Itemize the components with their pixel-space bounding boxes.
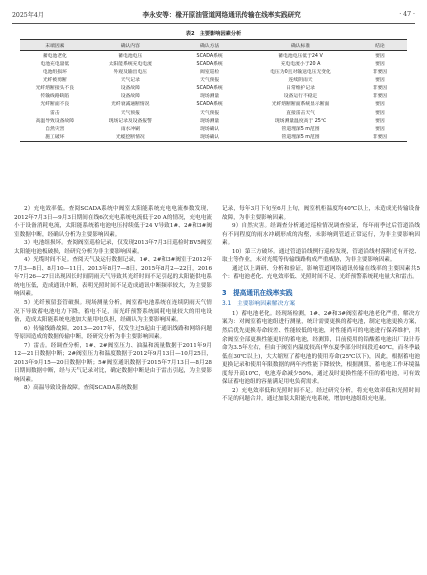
subsection-heading: 3.1 主要影响因素解决方案 [222,300,295,307]
table-cell: 现场确认 [200,126,220,132]
table-cell: 光纤熔断接头不良 [35,86,75,92]
table-cell: 现场记录及设备报警 [108,118,152,124]
table-cell: 天气记录 [120,77,140,83]
body-paragraph: 5）光纤预留套管破损。现场测量分析，阀室蓄电池系统在连续阴雨天气情况下导致蓄电池电力下降，蓄电不足，而光纤预警系统属耗电量较大的用电设备，造成太阳能系统电池加大量用电负担，经确认为主要影响因素。 [14,300,212,324]
table-cell: 要因 [375,126,385,132]
table-cell: 现场测量 [200,118,220,124]
table-cell: SCADA系统 [196,102,223,108]
header-rule [12,23,415,24]
table-cell: 雨水冲刷 [120,126,140,132]
table-cell: 雷击 [50,110,60,116]
body-paragraph: 记录，每年3月下旬至6月上旬，阀室机柜温度均40℃以上，未造成光传输设备故障，为非主要影响因素。 [222,206,420,221]
table-cell: 连续阴雨天 [288,77,313,83]
table-cell: 现场测量 [200,94,220,100]
table-cell: 电压为0且对输送电压无变化 [270,69,331,75]
table-cell: 充电电流小于20 A [280,61,321,67]
table-cell: 天气预报 [120,110,140,116]
table-cell: 直接雷击天气 [286,110,315,116]
table-cell: 非要因 [372,94,388,100]
table-cell: SCADA系统 [196,86,223,92]
body-paragraph: 2）充电效率低。查阅SCADA系统中阀室太阳能系统充电电流参数发现，2012年7月3日—9月3日期间在线6次充电系统电流低于20 A的情况，充电电流小于设备消耗电流，太阳能系统蓄电池电压持续低于24 V导致1#、2#和3#阀室数据中断，经确认分析为主要影响因素。 [14,206,212,238]
table-cell: 要因 [375,77,385,83]
section-heading: 3 提高通讯在线率实践 [222,288,293,297]
table-cell: 高温导致设备故障 [35,118,75,124]
page-header [12,8,415,20]
header-date: 2025年4月 [12,11,45,19]
body-paragraph: 10）第三方破坏。通过管道沿线例行巡检发现，管道沿线村落附近有开挖、取土等作业，未对光缆等传输线路构成严重威胁，为非主要影响因素。 [222,248,420,264]
page-number: · 47 · [399,10,415,18]
body-paragraph: 1）蓄电池老化。经现场检测，1#、2#和3#阀室蓄电池老化严重，解决方案为：对阀室蓄电池组进行测量，统计需要更换的蓄电池，制定电池更换方案，然后优先更换寿命较差、性能较低的电池，对性能尚可的电池进行保养维护，其余阀室全部更换性能更好的蓄电池，经测算，目前使用的铅酸蓄电池出厂设计寿命为3.5年左右，但由于阀室内温度较高(华东夏季部分时间段近40℃，而冬季最低在30℃以上)，大大缩短了蓄电池的使用寿命(25℃以下)，因此，根据蓄电池更换记录和使用年限数据的两年内性能下降较快，根据测算，蓄电池工作环境温度每升高10℃，电池寿命减少50%，通过及时更换性能不佳的蓄电池，可有效保证蓄电池组的容量满足用电负荷需求。 [222,310,420,386]
table-cell: 非要因 [353,132,407,141]
table-cell: 自然灾害 [45,126,65,132]
left-text-column [14,205,212,393]
table-cell: 非要因 [372,86,388,92]
body-paragraph: 8）高温导致设备故障。查阅SCADA系统数据 [24,385,138,392]
running-title: 李永安等：椽开原油管道网络通讯传输在线率实践研究 [142,11,301,19]
right-text-column [222,205,420,404]
table-row [20,75,407,83]
table-row [20,67,407,75]
table-cell: 要因 [375,61,385,67]
table-cell: 阀室巡检 [200,69,220,75]
table-row [20,124,407,132]
column-header: 结论 [353,40,407,51]
table-cell: 光缆挖断情况 [90,132,171,141]
body-paragraph: 9）自然灾害。经调查分析通过巡检情况调查验证，每年雨季过后管道沿线有不同程度的雨水冲刷形成的沟壑，未影响到管道正常运行，为非主要影响因素。 [222,223,420,247]
table-cell: 非要因 [372,69,388,75]
table-cell: 施工破坏 [20,132,90,141]
table-cell: 要因 [375,102,385,108]
table-row [20,116,407,124]
body-paragraph: 6）传输线路故障。2013—2017年，仅发生过5起由于通讯线路和网络问题等原因造成的数据传输中断，经研究分析为非主要影响因素。 [14,325,212,341]
table-cell: 现场确认 [171,132,248,141]
table-header-row [20,40,407,51]
table-row [20,84,407,92]
table-cell: 管道埋深5 m范围 [281,126,320,132]
table-row [20,108,407,116]
table-cell: SCADA系统 [196,53,223,59]
table-row [20,100,407,108]
table-row [20,132,407,141]
table-cell: 要因 [375,110,385,116]
table-row [20,51,407,60]
column-header: 末端因素 [20,40,90,51]
influence-factors-table [20,39,407,142]
table-cell: 设备故障 [120,94,140,100]
table-cell: 设备运行不稳定 [283,94,318,100]
table-row [20,59,407,67]
table-cell: 太阳能系统充电电流 [108,61,152,67]
table-cell: 光纤被剪断 [42,77,67,83]
table-cell: 管道埋深5 m范围 [248,132,352,141]
table-cell: 要因 [375,53,385,59]
table-cell: SCADA系统 [196,61,223,67]
table-cell: 蓄电池电压低于24 V [278,53,323,59]
table-cell: 日常维护记录 [286,86,315,92]
table-cell: 要因 [375,118,385,124]
table-cell: 蓄电池老化 [42,53,67,59]
table-cell: 传输线路缺陷 [40,94,70,100]
column-header: 确认标准 [248,40,352,51]
body-paragraph: 4）光缆时间不足。查阅天气及运行数据记录，1#、2#和3#阀室于2012年7月3—8日、8月10—11日、2013年8月7—8日、2015年8月2—22日，2016年7月26—27日出现因长时间阴雨天气导致其光纤时间不足引起的太阳能供电系统电压低，造成通讯中断，表明光照时间不足造成通讯中断频率较大，为主要影响因素。 [14,257,212,298]
table-cell: 现场测量温度高于 25℃ [274,118,327,124]
table-cell: 电池充电量低 [40,61,70,67]
table-cell: 光纤熔断断面系统显示断面 [271,102,330,108]
table-cell: 外观及输出电压 [113,69,148,75]
table-cell: 设备故障 [120,86,140,92]
table-cell: 电池组损坏 [42,69,67,75]
table-cell: 天气预报 [200,77,220,83]
column-header: 确认方法 [171,40,248,51]
body-paragraph: 通过以上调研、分析和验证，影响管道网络通讯传输在线率的主要因素共5个：蓄电池老化、充电效率低、光照时间不足、光纤预警系统耗电量大和雷击。 [222,265,420,281]
body-paragraph: 3）电池组损坏。查阅阀室巡检记录，仅发现2013年7月3日巡检时BV5阀室太阳能电池板破损，经研究分析为非主要影响因素。 [14,240,212,255]
body-paragraph: 2）充电效率低和光照时间不足。经过研究分析，将充电效率低和光照时间不足的问题合并，通过加装太阳能充电系统，增加电池组组充电量。 [222,387,420,403]
table-cell: 天气预报 [200,110,220,116]
column-header: 确认内容 [90,40,171,51]
table-cell: 光纤衰减通断情况 [111,102,150,108]
body-paragraph: 7）雷击。经调查分析，1#、2#阀室压力、油温和流量数据于2011年9月12—21日数据中断；2#阀室压力和温度数据于2012年9月13日—10月25日，2013年9月15—20日数据中断；5#阀室通讯数据于2015年7月13日—8月28日期间数据中断，经与天气记录对比，确定数据中断是由于雷击引起，为主要影响因素。 [14,342,212,383]
table-row [20,92,407,100]
table-cell: 蓄电池电压 [118,53,143,59]
table-caption: 表2 主要影响因素分析 [185,31,242,37]
table-cell: 光纤断面不良 [40,102,70,108]
